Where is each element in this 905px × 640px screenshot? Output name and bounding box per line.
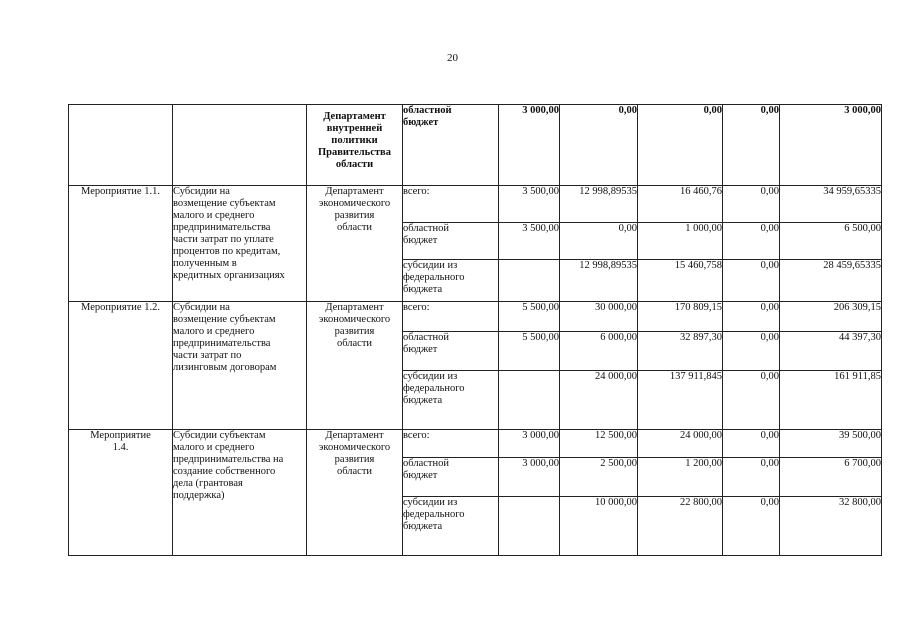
funding-source-cell: областной бюджет (403, 458, 499, 497)
measure-name-cell: Субсидии субъектам малого и среднего предпринимательства на создание собственного дела (грантовая поддержка) (173, 430, 307, 556)
value-cell: 0,00 (723, 260, 780, 302)
value-cell: 0,00 (560, 223, 638, 260)
value-cell: 32 897,30 (638, 332, 723, 371)
value-cell: 28 459,65335 (780, 260, 882, 302)
value-cell: 3 000,00 (499, 105, 560, 186)
table-row (69, 302, 882, 332)
value-cell: 15 460,758 (638, 260, 723, 302)
budget-table (68, 104, 882, 556)
funding-source-cell: областной бюджет (403, 223, 499, 260)
value-cell: 206 309,15 (780, 302, 882, 332)
value-cell: 30 000,00 (560, 302, 638, 332)
measure-code-cell: Мероприятие 1.2. (69, 302, 173, 430)
value-cell: 3 500,00 (499, 186, 560, 223)
department-cell: Департамент экономического развития области (307, 302, 403, 430)
value-cell: 5 500,00 (499, 302, 560, 332)
value-cell: 137 911,845 (638, 371, 723, 430)
funding-source-cell: всего: (403, 186, 499, 223)
measure-name-cell (173, 105, 307, 186)
measure-code-cell (69, 105, 173, 186)
value-cell: 0,00 (723, 223, 780, 260)
value-cell: 6 000,00 (560, 332, 638, 371)
value-cell: 32 800,00 (780, 497, 882, 556)
value-cell: 34 959,65335 (780, 186, 882, 223)
value-cell: 6 500,00 (780, 223, 882, 260)
value-cell: 0,00 (723, 458, 780, 497)
table-row (69, 105, 882, 186)
measure-code-cell: Мероприятие 1.1. (69, 186, 173, 302)
value-cell: 0,00 (723, 302, 780, 332)
value-cell: 0,00 (723, 430, 780, 458)
funding-source-cell: областной бюджет (403, 105, 499, 186)
value-cell: 39 500,00 (780, 430, 882, 458)
funding-source-cell: всего: (403, 302, 499, 332)
value-cell: 6 700,00 (780, 458, 882, 497)
value-cell: 0,00 (723, 371, 780, 430)
value-cell: 161 911,85 (780, 371, 882, 430)
funding-source-cell: субсидии из федерального бюджета (403, 260, 499, 302)
value-cell: 3 000,00 (499, 430, 560, 458)
value-cell: 1 000,00 (638, 223, 723, 260)
page-number: 20 (447, 52, 458, 64)
value-cell (499, 497, 560, 556)
value-cell (499, 371, 560, 430)
value-cell (499, 260, 560, 302)
funding-source-cell: субсидии из федерального бюджета (403, 371, 499, 430)
value-cell: 0,00 (723, 332, 780, 371)
value-cell: 3 000,00 (499, 458, 560, 497)
measure-name-cell: Субсидии на возмещение субъектам малого и среднего предпринимательства части затрат по уплате процентов по кредитам, полученным в кредитных организациях (173, 186, 307, 302)
department-cell: Департамент экономического развития области (307, 186, 403, 302)
value-cell: 0,00 (723, 186, 780, 223)
value-cell: 0,00 (723, 105, 780, 186)
value-cell: 3 500,00 (499, 223, 560, 260)
table-row (69, 430, 882, 458)
value-cell: 0,00 (723, 497, 780, 556)
measure-name-cell: Субсидии на возмещение субъектам малого и среднего предпринимательства части затрат по лизинговым договорам (173, 302, 307, 430)
value-cell: 10 000,00 (560, 497, 638, 556)
value-cell: 0,00 (638, 105, 723, 186)
funding-source-cell: всего: (403, 430, 499, 458)
table-row (69, 186, 882, 223)
value-cell: 16 460,76 (638, 186, 723, 223)
funding-source-cell: областной бюджет (403, 332, 499, 371)
value-cell: 170 809,15 (638, 302, 723, 332)
value-cell: 3 000,00 (780, 105, 882, 186)
value-cell: 44 397,30 (780, 332, 882, 371)
value-cell: 12 998,89535 (560, 186, 638, 223)
value-cell: 12 998,89535 (560, 260, 638, 302)
value-cell: 12 500,00 (560, 430, 638, 458)
value-cell: 5 500,00 (499, 332, 560, 371)
value-cell: 2 500,00 (560, 458, 638, 497)
department-cell: Департамент внутренней политики Правительства области (307, 105, 403, 186)
value-cell: 24 000,00 (638, 430, 723, 458)
value-cell: 22 800,00 (638, 497, 723, 556)
value-cell: 0,00 (560, 105, 638, 186)
value-cell: 24 000,00 (560, 371, 638, 430)
department-cell: Департамент экономического развития области (307, 430, 403, 556)
value-cell: 1 200,00 (638, 458, 723, 497)
measure-code-cell: Мероприятие 1.4. (69, 430, 173, 556)
funding-source-cell: субсидии из федерального бюджета (403, 497, 499, 556)
